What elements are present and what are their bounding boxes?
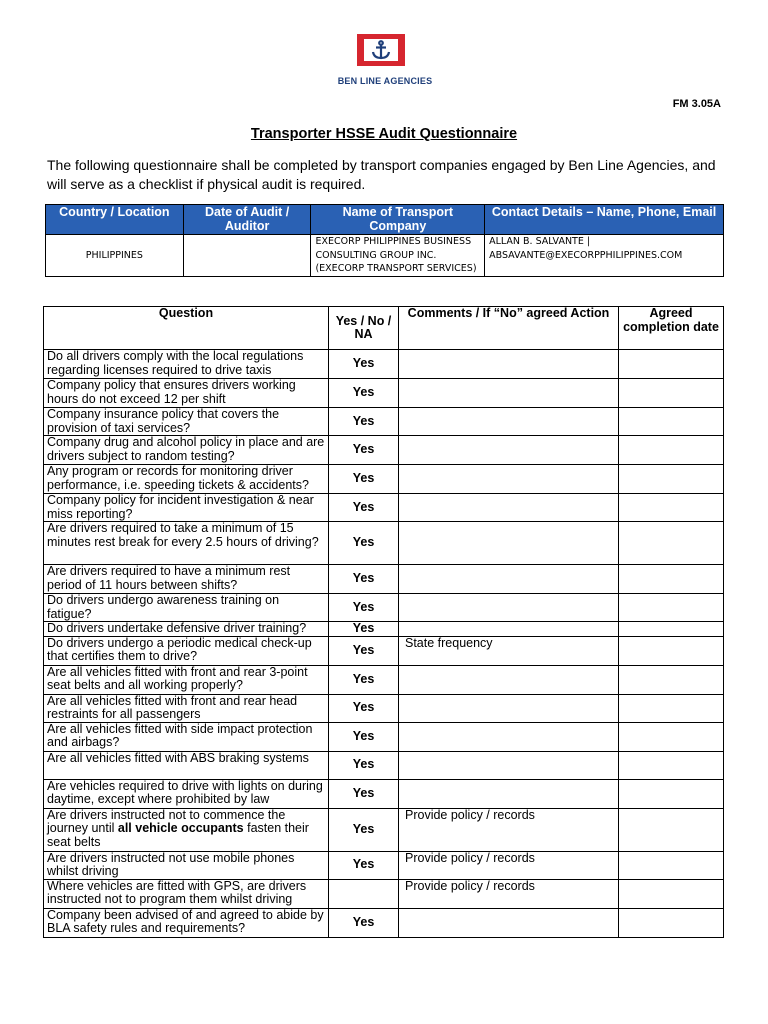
completion-date-cell[interactable] <box>619 908 724 937</box>
flag-icon <box>357 34 405 66</box>
question-row <box>44 494 724 522</box>
completion-date-cell[interactable] <box>619 436 724 465</box>
question-row <box>44 722 724 751</box>
question-text-part: Are drivers instructed not to commence the journey until <box>47 807 286 835</box>
comment-cell[interactable] <box>399 436 619 465</box>
answer-cell[interactable]: Yes <box>329 379 399 408</box>
question-text: Company insurance policy that covers the provision of taxi services? <box>44 408 329 436</box>
intro-paragraph: The following questionnaire shall be completed by transport companies engaged by Ben Line Agencies, and will serve as a checklist if physical audit is required. <box>47 157 716 192</box>
question-text: Do drivers undergo awareness training on fatigue? <box>44 594 329 622</box>
comment-cell[interactable]: Provide policy / records <box>399 851 619 879</box>
comment-cell[interactable] <box>399 622 619 637</box>
ben-line-logo <box>333 28 437 92</box>
info-header-row <box>46 205 724 235</box>
question-row <box>44 694 724 722</box>
question-text-part: fasten their seat belts <box>47 821 309 849</box>
completion-date-cell[interactable] <box>619 851 724 879</box>
anchor-icon <box>367 40 395 60</box>
question-row <box>44 879 724 908</box>
questionnaire-header-row <box>44 307 724 350</box>
question-header: Question <box>44 307 329 350</box>
comment-cell[interactable] <box>399 408 619 436</box>
comment-cell[interactable] <box>399 494 619 522</box>
comment-cell[interactable] <box>399 350 619 379</box>
question-row <box>44 565 724 594</box>
question-text: Are all vehicles fitted with front and rear 3-point seat belts and all working properly? <box>44 665 329 694</box>
comment-cell[interactable] <box>399 665 619 694</box>
answer-cell[interactable]: Yes <box>329 722 399 751</box>
comment-cell[interactable] <box>399 379 619 408</box>
completion-date-cell[interactable] <box>619 594 724 622</box>
answer-cell[interactable]: Yes <box>329 594 399 622</box>
completion-date-cell[interactable] <box>619 494 724 522</box>
answer-cell[interactable]: Yes <box>329 851 399 879</box>
answer-cell[interactable] <box>329 879 399 908</box>
company-line: EXECORP PHILIPPINES BUSINESS <box>315 236 472 247</box>
question-row <box>44 350 724 379</box>
comment-cell[interactable]: Provide policy / records <box>399 879 619 908</box>
question-row <box>44 779 724 808</box>
answer-header: Yes / No / NA <box>329 307 399 350</box>
completion-date-cell[interactable] <box>619 379 724 408</box>
question-text: Are all vehicles fitted with front and rear head restraints for all passengers <box>44 694 329 722</box>
answer-cell[interactable]: Yes <box>329 636 399 665</box>
comment-cell[interactable] <box>399 565 619 594</box>
comment-cell[interactable] <box>399 594 619 622</box>
question-row <box>44 379 724 408</box>
contact-header: Contact Details – Name, Phone, Email <box>485 205 724 235</box>
answer-cell[interactable]: Yes <box>329 751 399 779</box>
question-text: Are drivers instructed not use mobile phones whilst driving <box>44 851 329 879</box>
comment-cell[interactable]: State frequency <box>399 636 619 665</box>
question-text: Company drug and alcohol policy in place and are drivers subject to random testing? <box>44 436 329 465</box>
contact-value <box>485 235 724 277</box>
question-row <box>44 808 724 851</box>
completion-date-cell[interactable] <box>619 565 724 594</box>
logo-text: BEN LINE AGENCIES <box>337 76 433 86</box>
completion-date-cell[interactable] <box>619 751 724 779</box>
question-text: Do drivers undertake defensive driver training? <box>44 622 329 637</box>
question-text <box>44 808 329 851</box>
completion-date-cell[interactable] <box>619 350 724 379</box>
questionnaire-table <box>43 306 724 938</box>
question-row <box>44 522 724 565</box>
completion-date-header: Agreed completion date <box>619 307 724 350</box>
question-text: Are vehicles required to drive with lights on during daytime, except where prohibited by law <box>44 779 329 808</box>
question-row <box>44 465 724 494</box>
answer-cell[interactable]: Yes <box>329 522 399 565</box>
contact-line: ALLAN B. SALVANTE | <box>489 236 591 247</box>
company-line: CONSULTING GROUP INC. <box>315 249 437 261</box>
answer-cell[interactable]: Yes <box>329 436 399 465</box>
question-text: Are all vehicles fitted with ABS braking systems <box>44 751 329 779</box>
comment-cell[interactable] <box>399 779 619 808</box>
completion-date-cell[interactable] <box>619 665 724 694</box>
answer-cell[interactable]: Yes <box>329 779 399 808</box>
question-row <box>44 908 724 937</box>
comment-cell[interactable] <box>399 751 619 779</box>
completion-date-cell[interactable] <box>619 694 724 722</box>
question-row <box>44 594 724 622</box>
answer-cell[interactable]: Yes <box>329 350 399 379</box>
question-text: Where vehicles are fitted with GPS, are drivers instructed not to program them whilst driving <box>44 879 329 908</box>
audit-info-table <box>45 204 724 277</box>
comment-cell[interactable] <box>399 465 619 494</box>
question-text-part: all vehicle occupants <box>117 821 244 835</box>
question-row <box>44 636 724 665</box>
question-row <box>44 851 724 879</box>
completion-date-cell[interactable] <box>619 465 724 494</box>
question-text: Company policy that ensures drivers working hours do not exceed 12 per shift <box>44 379 329 408</box>
answer-cell[interactable]: Yes <box>329 408 399 436</box>
question-text: Company been advised of and agreed to abide by BLA safety rules and requirements? <box>44 908 329 937</box>
question-text: Any program or records for monitoring driver performance, i.e. speeding tickets & accidents? <box>44 465 329 494</box>
completion-date-cell[interactable] <box>619 722 724 751</box>
comment-cell[interactable] <box>399 722 619 751</box>
answer-cell[interactable]: Yes <box>329 465 399 494</box>
completion-date-cell[interactable] <box>619 879 724 908</box>
page-title: Transporter HSSE Audit Questionnaire <box>250 126 518 142</box>
answer-cell[interactable]: Yes <box>329 494 399 522</box>
comment-cell[interactable] <box>399 694 619 722</box>
question-row <box>44 408 724 436</box>
company-value <box>311 235 485 277</box>
company-header: Name of Transport Company <box>311 205 485 235</box>
completion-date-cell[interactable] <box>619 622 724 637</box>
comments-header: Comments / If “No” agreed Action <box>399 307 619 350</box>
answer-cell[interactable]: Yes <box>329 908 399 937</box>
completion-date-cell[interactable] <box>619 808 724 851</box>
completion-date-cell[interactable] <box>619 522 724 565</box>
comment-cell[interactable] <box>399 522 619 565</box>
question-row <box>44 665 724 694</box>
question-row <box>44 436 724 465</box>
comment-cell[interactable]: Provide policy / records <box>399 808 619 851</box>
date-auditor-header: Date of Audit / Auditor <box>183 205 311 235</box>
question-text: Do all drivers comply with the local regulations regarding licenses required to drive taxis <box>44 350 329 379</box>
answer-cell[interactable]: Yes <box>329 694 399 722</box>
info-value-row <box>46 235 724 277</box>
country-header: Country / Location <box>46 205 184 235</box>
question-text: Company policy for incident investigation & near miss reporting? <box>44 494 329 522</box>
answer-cell[interactable]: Yes <box>329 665 399 694</box>
form-code: FM 3.05A <box>672 98 721 110</box>
completion-date-cell[interactable] <box>619 636 724 665</box>
completion-date-cell[interactable] <box>619 779 724 808</box>
question-row <box>44 622 724 637</box>
company-line: (EXECORP TRANSPORT SERVICES) <box>315 263 477 274</box>
contact-line: ABSAVANTE@EXECORPPHILIPPINES.COM <box>489 249 683 261</box>
answer-cell[interactable]: Yes <box>329 565 399 594</box>
answer-cell[interactable]: Yes <box>329 808 399 851</box>
completion-date-cell[interactable] <box>619 408 724 436</box>
question-row <box>44 751 724 779</box>
country-value: PHILIPPINES <box>46 235 184 277</box>
question-text: Are all vehicles fitted with side impact protection and airbags? <box>44 722 329 751</box>
answer-cell[interactable]: Yes <box>329 622 399 637</box>
comment-cell[interactable] <box>399 908 619 937</box>
question-text: Are drivers required to take a minimum of 15 minutes rest break for every 2.5 hours of driving? <box>44 522 329 565</box>
date-auditor-value <box>183 235 311 277</box>
question-text: Do drivers undergo a periodic medical check-up that certifies them to drive? <box>44 636 329 665</box>
question-text: Are drivers required to have a minimum rest period of 11 hours between shifts? <box>44 565 329 594</box>
